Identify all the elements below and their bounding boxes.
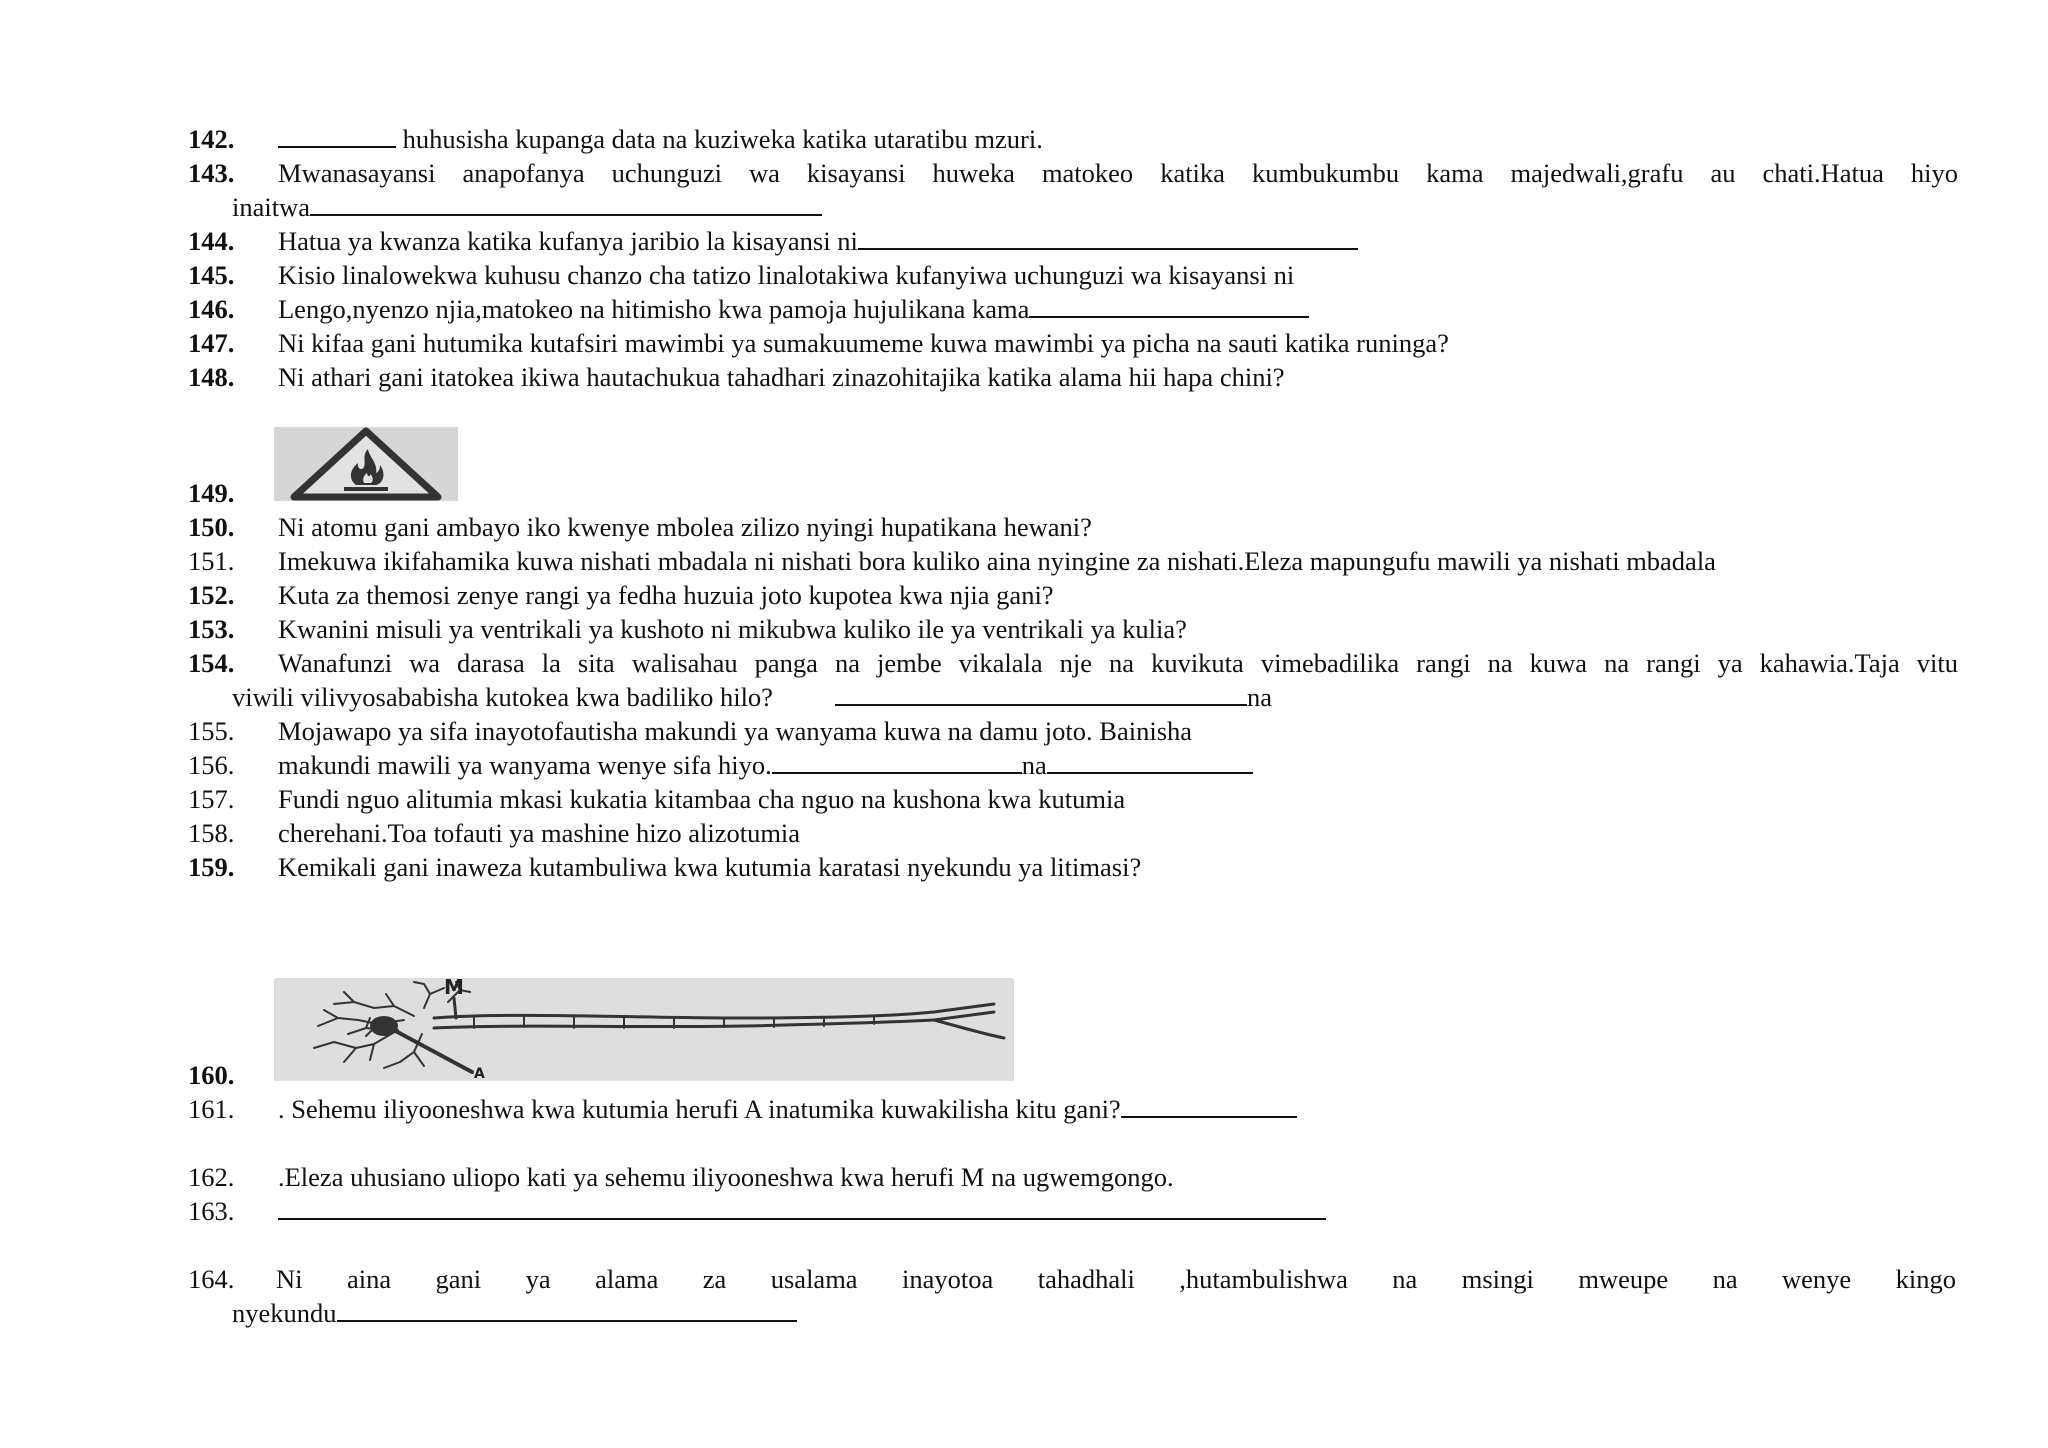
question-number: 158. [188, 818, 235, 848]
question-number: 157. [188, 784, 235, 814]
answer-blank[interactable] [1029, 294, 1309, 318]
question-text: Mwanasayansi anapofanya uchunguzi wa kisayansi huweka matokeo katika kumbukumbu kama majedwali,grafu au chati.Hatua hiyo [278, 158, 1958, 188]
question-text: Ni atomu gani ambayo iko kwenye mbolea zilizo nyingi hupatikana hewani? [278, 512, 1092, 542]
answer-blank[interactable] [278, 1196, 1326, 1220]
question-text: Mojawapo ya sifa inayotofautisha makundi ya wanyama kuwa na damu joto. Bainisha [278, 716, 1193, 746]
question-text: Kisio linalowekwa kuhusu chanzo cha tatizo linalotakiwa kufanyiwa uchunguzi wa kisayansi ni [278, 260, 1295, 290]
question-text: Ni aina gani ya alama za usalama inayotoa tahadhali ,hutambulishwa na msingi mweupe na wenye kingo [276, 1264, 1956, 1294]
question-text: makundi mawili ya wanyama wenye sifa hiyo. [278, 750, 772, 780]
question-number: 152. [188, 580, 235, 610]
question-number: 159. [188, 852, 235, 882]
answer-blank[interactable] [835, 682, 1247, 706]
question-number: 144. [188, 226, 235, 256]
answer-blank[interactable] [858, 226, 1358, 250]
question-number: 146. [188, 294, 235, 324]
question-text: Lengo,nyenzo njia,matokeo na hitimisho kwa pamoja hujulikana kama [278, 294, 1030, 324]
question-text: Kwanini misuli ya ventrikali ya kushoto ni mikubwa kuliko ile ya ventrikali ya kulia? [278, 614, 1187, 644]
question-text: Fundi nguo alitumia mkasi kukatia kitambaa cha nguo na kushona kwa kutumia [278, 784, 1126, 814]
answer-blank[interactable] [310, 192, 822, 216]
question-text: cherehani.Toa tofauti ya mashine hizo alizotumia [278, 818, 801, 848]
question-number: 153. [188, 614, 235, 644]
question-text-continued: inaitwa [232, 192, 310, 222]
question-text: Ni athari gani itatokea ikiwa hautachukua tahadhari zinazohitajika katika alama hii hapa chini? [278, 362, 1285, 392]
question-number: 143. [188, 158, 235, 188]
neuron-diagram [274, 978, 1014, 1081]
flammable-warning-icon [274, 427, 458, 501]
question-number: 149. [188, 478, 235, 508]
label-m: M [444, 978, 464, 999]
question-text: Hatua ya kwanza katika kufanya jaribio la kisayansi ni [278, 226, 858, 256]
question-number: 161. [188, 1094, 235, 1124]
question-text: Kuta za themosi zenye rangi ya fedha huzuia joto kupotea kwa njia gani? [278, 580, 1054, 610]
question-number: 162. [188, 1162, 235, 1192]
answer-blank[interactable] [278, 124, 396, 148]
question-number: 160. [188, 1060, 235, 1090]
question-text: Kemikali gani inaweza kutambuliwa kwa kutumia karatasi nyekundu ya litimasi? [278, 852, 1142, 882]
question-number: 155. [188, 716, 235, 746]
question-text: Imekuwa ikifahamika kuwa nishati mbadala ni nishati bora kuliko aina nyingine za nishati.Eleza mapungufu mawili ya nishati mbadala [278, 546, 1716, 576]
answer-blank[interactable] [337, 1298, 797, 1322]
question-text-continued: nyekundu [232, 1298, 337, 1328]
conjunction: na [1021, 750, 1047, 780]
question-text: .Eleza uhusiano uliopo kati ya sehemu iliyooneshwa kwa herufi M na ugwemgongo. [278, 1162, 1174, 1192]
question-text: Wanafunzi wa darasa la sita walisahau panga na jembe vikalala nje na kuvikuta vimebadilika rangi na kuwa na rangi ya kahawia.Taja vitu [278, 648, 1958, 678]
answer-blank-1[interactable] [772, 750, 1022, 774]
question-number: 154. [188, 648, 235, 678]
question-number: 151. [188, 546, 235, 576]
answer-blank[interactable] [1121, 1094, 1297, 1118]
question-number: 145. [188, 260, 235, 290]
question-number: 150. [188, 512, 235, 542]
question-number: 147. [188, 328, 235, 358]
answer-blank-2[interactable] [1047, 750, 1253, 774]
question-number: 156. [188, 750, 235, 780]
question-number: 142. [188, 124, 235, 154]
question-text: . Sehemu iliyooneshwa kwa kutumia herufi A inatumika kuwakilisha kitu gani? [278, 1094, 1121, 1124]
question-number: 164. [188, 1264, 235, 1294]
question-number: 163. [188, 1196, 235, 1226]
label-a: A [474, 1066, 485, 1081]
question-text: huhusisha kupanga data na kuziweka katika utaratibu mzuri. [402, 124, 1043, 154]
question-text-continued: viwili vilivyosababisha kutokea kwa badiliko hilo? [232, 682, 773, 712]
conjunction: na [1246, 682, 1272, 712]
question-number: 148. [188, 362, 235, 392]
question-text: Ni kifaa gani hutumika kutafsiri mawimbi ya sumakuumeme kuwa mawimbi ya picha na sauti katika runinga? [278, 328, 1449, 358]
